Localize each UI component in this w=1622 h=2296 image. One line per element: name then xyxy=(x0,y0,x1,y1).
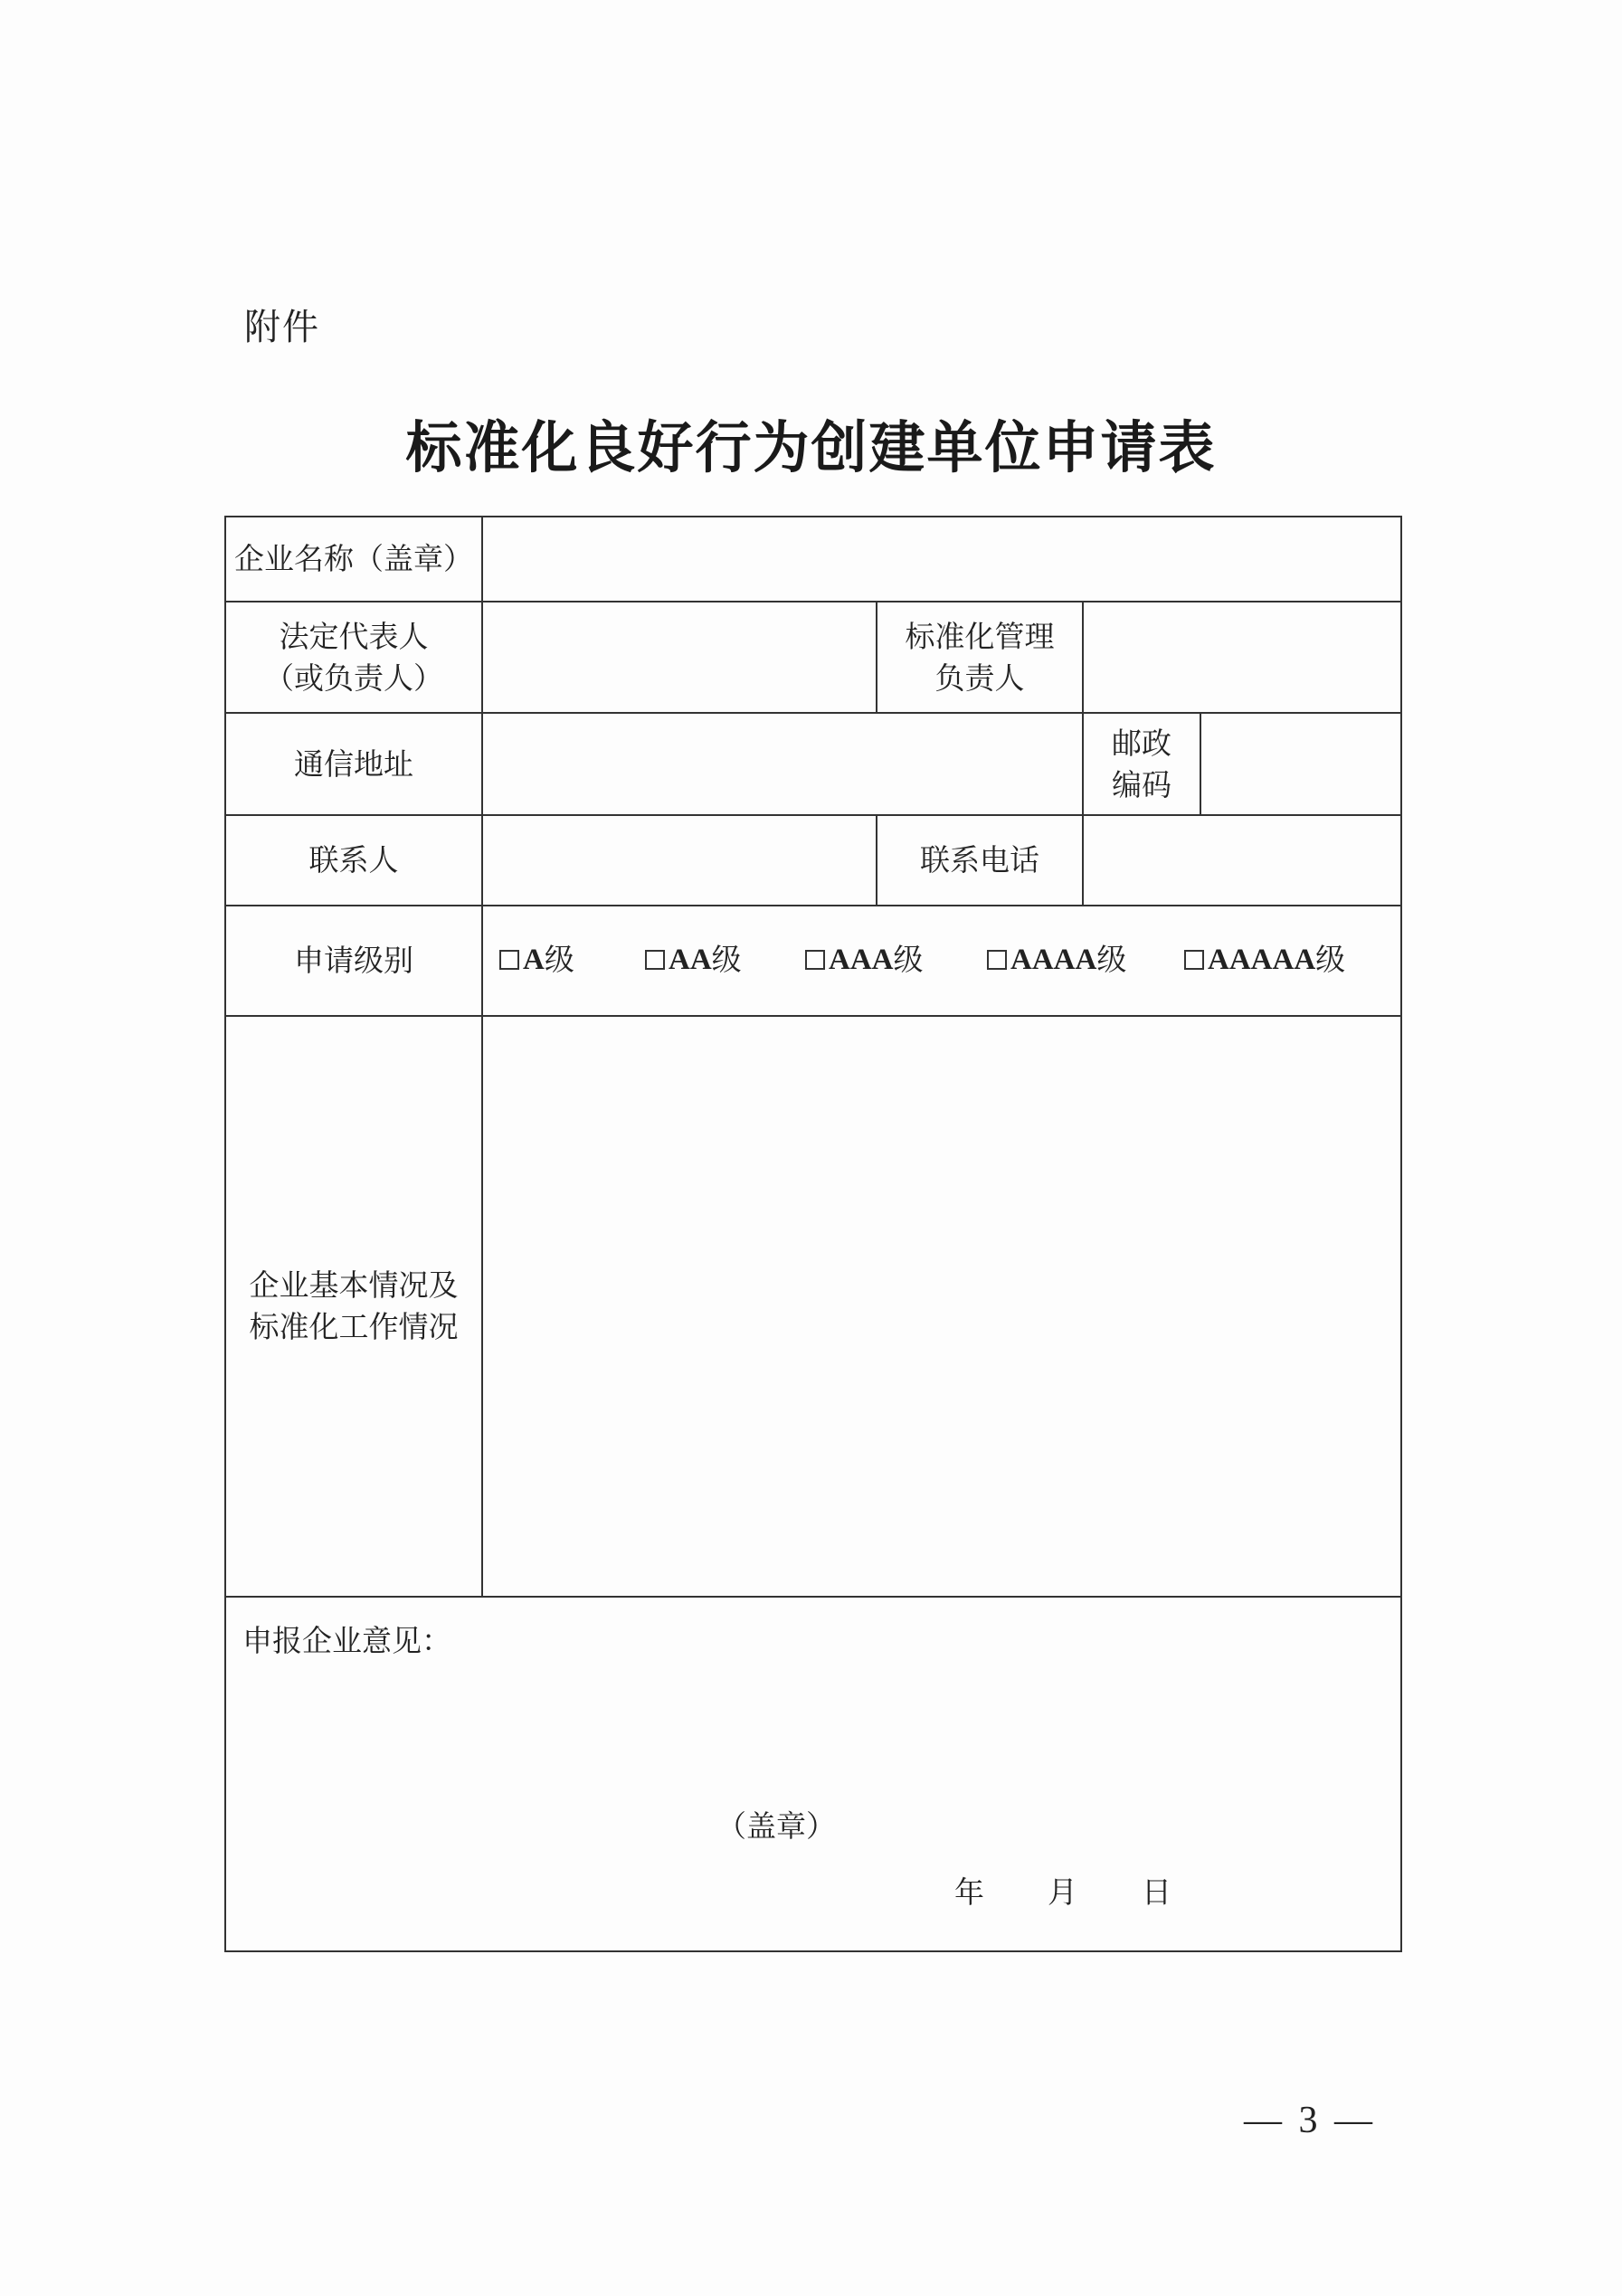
legal-representative-label-line2: （或负责人） xyxy=(264,659,443,696)
level-option-aaa[interactable] xyxy=(805,939,924,981)
date-year-label: 年 xyxy=(954,1874,984,1910)
level-code: AA xyxy=(669,944,712,976)
company-name-label: 企业名称（盖章） xyxy=(234,541,473,576)
checkbox-icon[interactable] xyxy=(987,950,1007,970)
std-manager-label xyxy=(877,602,1082,712)
checkbox-icon[interactable] xyxy=(499,950,519,970)
address-label: 通信地址 xyxy=(294,745,413,782)
legal-representative-label xyxy=(226,602,481,712)
level-suffix: 级 xyxy=(544,942,574,977)
level-option-aaaaa[interactable] xyxy=(1184,939,1345,981)
seal-label: （盖章） xyxy=(716,1808,836,1844)
basic-info-label-line1: 企业基本情况及 xyxy=(249,1267,459,1303)
column-divider xyxy=(1082,814,1084,905)
contact-person-label: 联系人 xyxy=(308,842,399,878)
checkbox-icon[interactable] xyxy=(1184,950,1204,970)
postal-code-label xyxy=(1084,714,1200,814)
level-code: AAAAA xyxy=(1208,944,1316,976)
level-suffix: 级 xyxy=(1096,942,1127,977)
page-number: — 3 — xyxy=(1244,2100,1376,2141)
column-divider xyxy=(1200,712,1201,814)
level-option-aaaa[interactable] xyxy=(987,939,1126,981)
legal-representative-label-line1: 法定代表人 xyxy=(279,618,429,654)
basic-info-label-line2: 标准化工作情况 xyxy=(249,1309,459,1344)
date-day-label: 日 xyxy=(1142,1874,1171,1910)
level-option-a[interactable] xyxy=(499,939,574,981)
level-code: AAAA xyxy=(1010,944,1097,976)
std-manager-label-line2: 负责人 xyxy=(934,659,1025,696)
level-code: A xyxy=(523,944,545,976)
checkbox-icon[interactable] xyxy=(645,950,665,970)
attachment-label: 附件 xyxy=(244,307,320,348)
column-divider xyxy=(481,516,483,1596)
level-suffix: 级 xyxy=(711,942,742,977)
date-month-label: 月 xyxy=(1048,1874,1077,1910)
application-level-label: 申请级别 xyxy=(294,943,413,978)
level-suffix: 级 xyxy=(1315,942,1346,977)
postal-code-label-line1: 邮政 xyxy=(1112,725,1171,761)
level-option-aa[interactable] xyxy=(645,939,742,981)
level-code: AAA xyxy=(829,944,894,976)
contact-phone-label: 联系电话 xyxy=(920,842,1039,878)
level-suffix: 级 xyxy=(893,942,924,977)
postal-code-label-line2: 编码 xyxy=(1112,766,1171,802)
applicant-opinion-label: 申报企业意见： xyxy=(242,1623,451,1658)
std-manager-label-line1: 标准化管理 xyxy=(905,618,1055,654)
form-title: 标准化良好行为创建单位申请表 xyxy=(405,414,1217,480)
checkbox-icon[interactable] xyxy=(805,950,825,970)
row-divider xyxy=(224,1596,1402,1598)
basic-info-label xyxy=(226,1017,481,1596)
